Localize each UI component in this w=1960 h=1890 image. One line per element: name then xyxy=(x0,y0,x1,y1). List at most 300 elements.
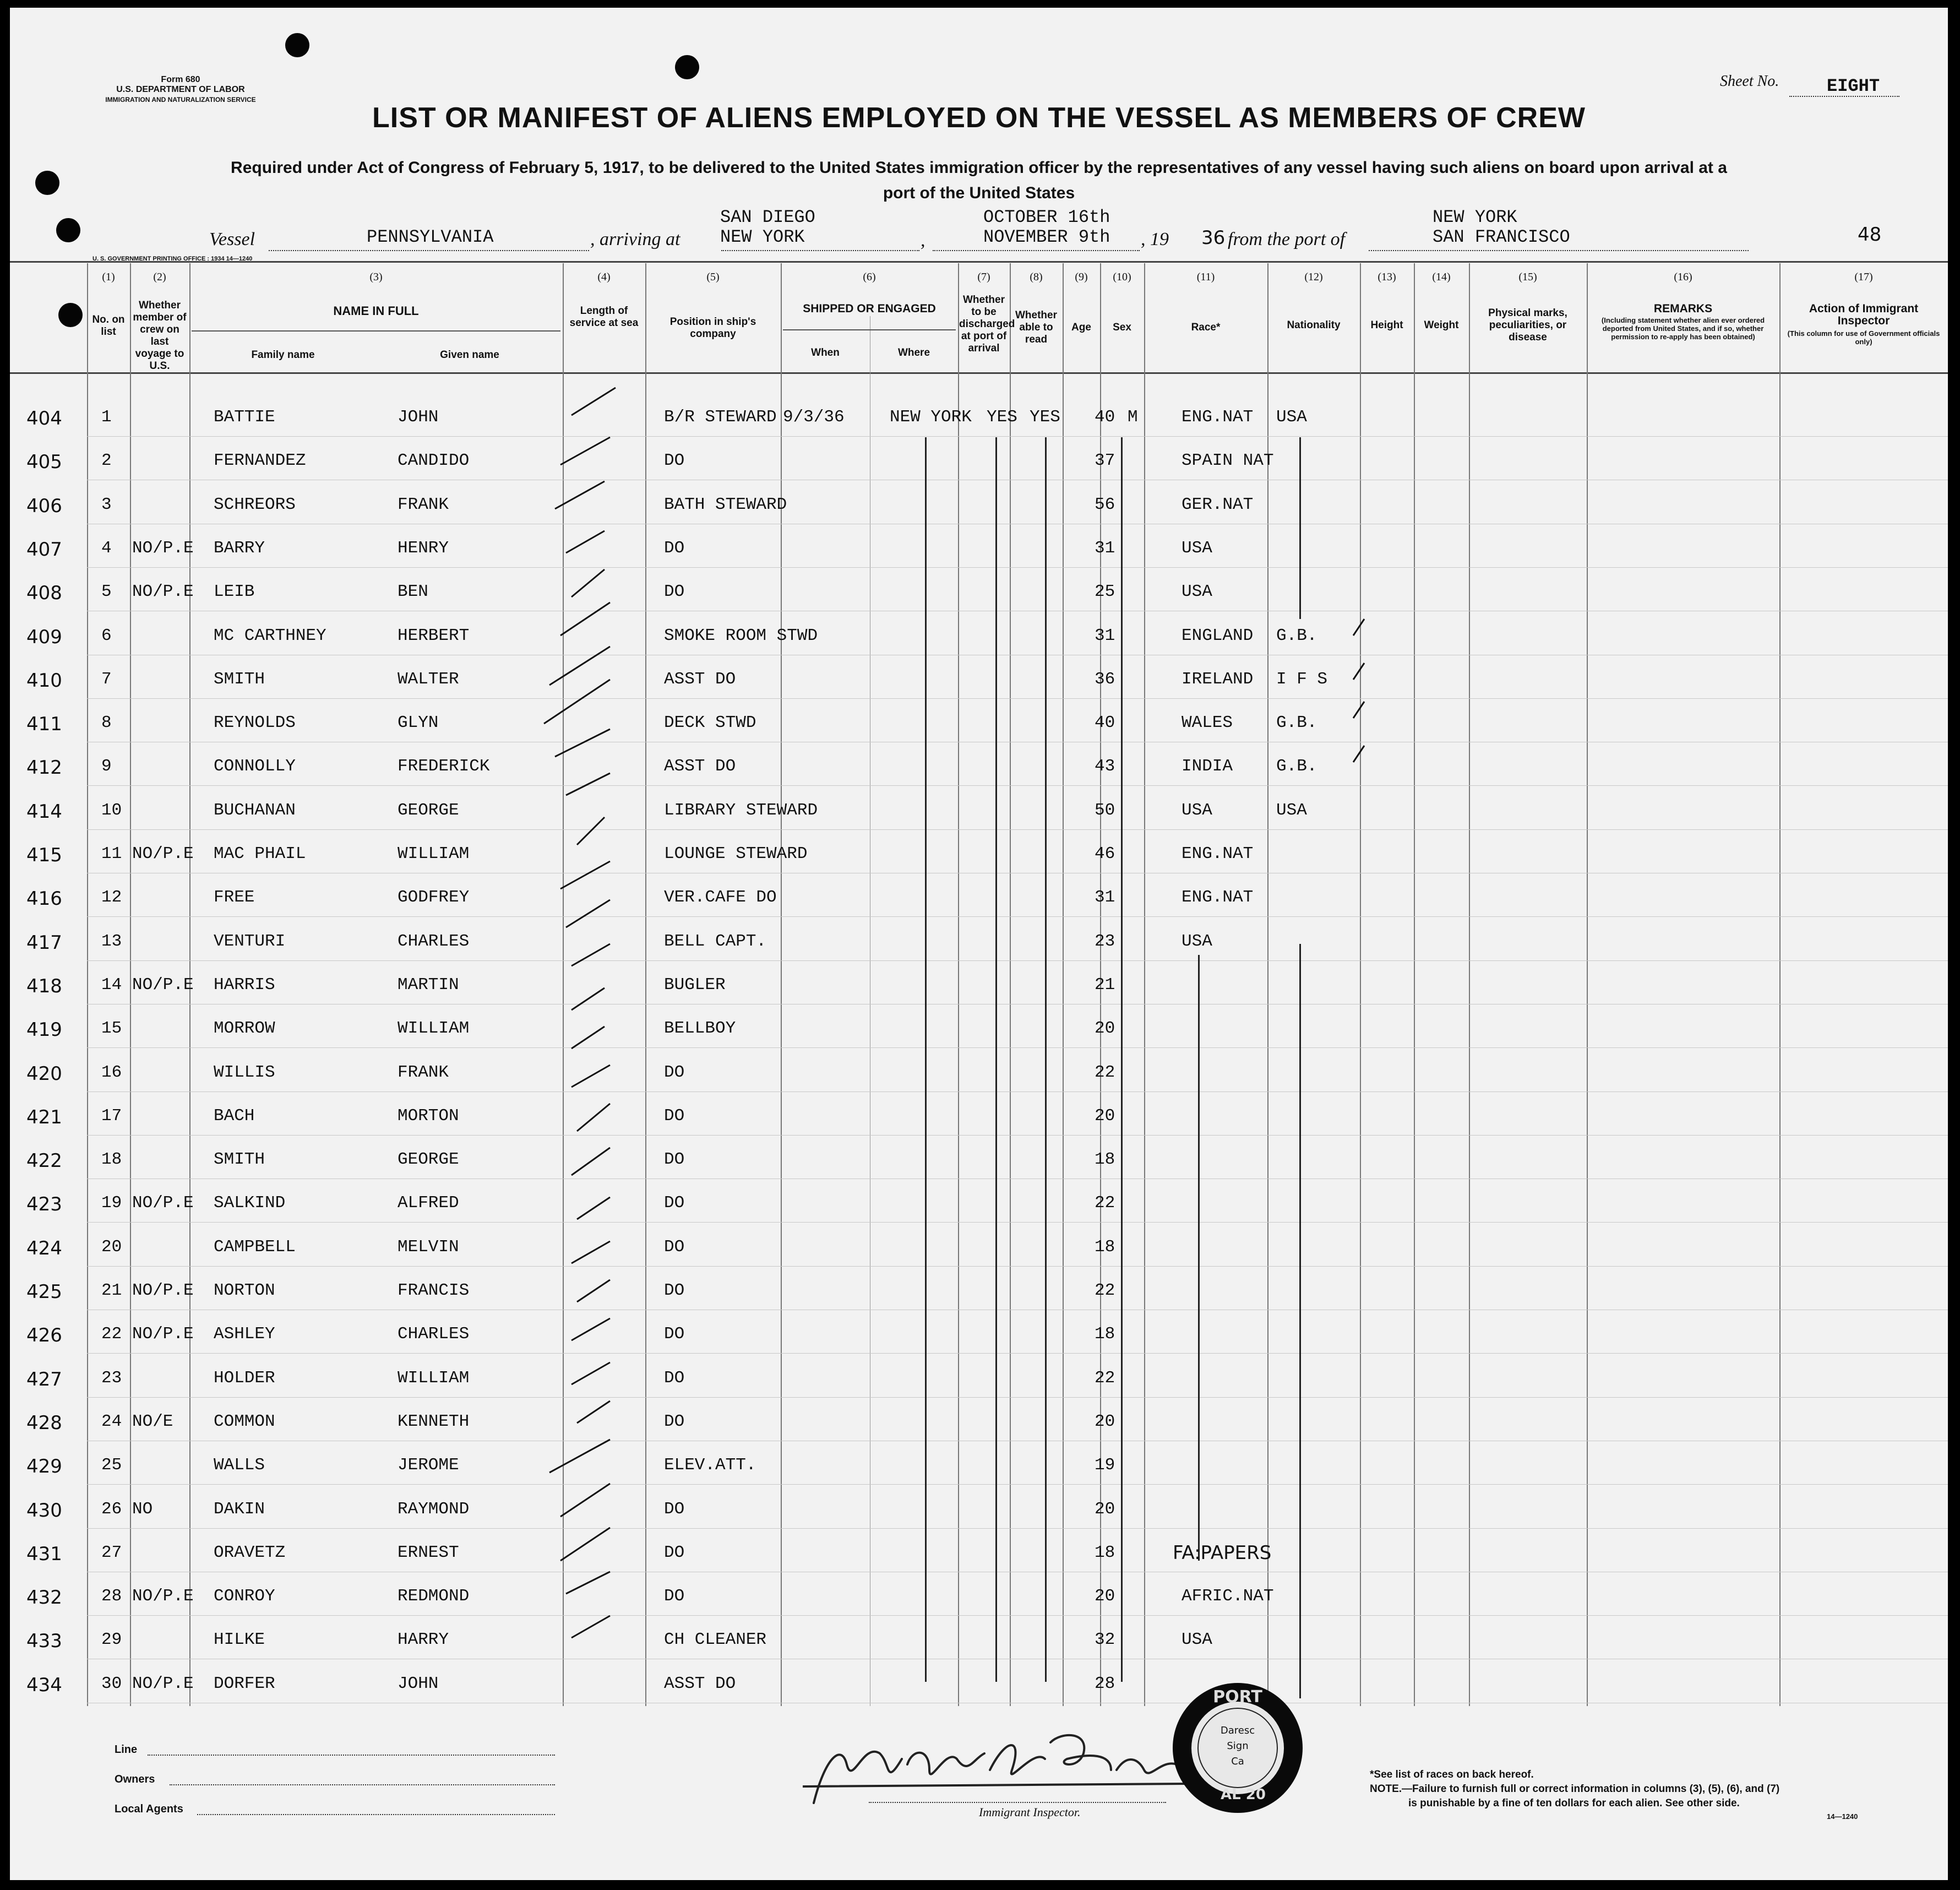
port-bottom: NEW YORK xyxy=(720,227,805,247)
row-family-name: FREE xyxy=(214,888,255,908)
row-family-name: ASHLEY xyxy=(214,1324,275,1344)
row-ref-number: 431 xyxy=(26,1543,62,1565)
year-suffix: 36 xyxy=(1201,227,1226,249)
row-race: USA xyxy=(1182,538,1212,558)
vessel-underline xyxy=(269,250,589,251)
colnum-6: (6) xyxy=(863,271,876,283)
row-age: 18 xyxy=(1095,1150,1115,1170)
punch-hole xyxy=(285,33,309,57)
header-height: Height xyxy=(1370,319,1403,331)
header-discharged: Whether to be discharged at port of arrival xyxy=(959,294,1015,354)
colnum-13: (13) xyxy=(1378,271,1396,283)
ditto-line xyxy=(1198,955,1200,1561)
row-race: WALES xyxy=(1182,713,1233,733)
row-age: 20 xyxy=(1095,1411,1115,1431)
row-given-name: CHARLES xyxy=(398,1324,470,1344)
row-ref-number: 406 xyxy=(26,495,62,517)
row-position: BELL CAPT. xyxy=(664,931,767,951)
row-list-number: 2 xyxy=(101,451,112,471)
row-rule xyxy=(87,785,1948,786)
row-last-voyage: NO/E xyxy=(132,1411,173,1431)
row-rule xyxy=(87,1615,1948,1616)
row-position: ASST DO xyxy=(664,1674,736,1693)
row-position: DO xyxy=(664,1237,685,1257)
row-family-name: CAMPBELL xyxy=(214,1237,296,1257)
row-rule xyxy=(87,1484,1948,1485)
stamp-bottom-text: AL 20 xyxy=(1221,1786,1266,1803)
punch-hole xyxy=(35,171,59,195)
row-family-name: BATTIE xyxy=(214,408,275,427)
row-list-number: 27 xyxy=(101,1543,122,1562)
row-position: LOUNGE STEWARD xyxy=(664,844,808,863)
row-list-number: 4 xyxy=(101,538,112,558)
row-nationality: USA xyxy=(1276,800,1307,820)
row-ref-number: 411 xyxy=(26,713,62,736)
row-race: ENGLAND xyxy=(1182,626,1254,645)
row-given-name: ERNEST xyxy=(398,1543,459,1562)
row-last-voyage: NO/P.E xyxy=(132,844,194,863)
sheet-label: Sheet No. xyxy=(1720,73,1779,90)
row-list-number: 24 xyxy=(101,1411,122,1431)
ditto-line xyxy=(1045,437,1047,1682)
row-age: 22 xyxy=(1095,1193,1115,1213)
row-age: 21 xyxy=(1095,975,1115,995)
header-given-name: Given name xyxy=(440,349,499,361)
row-given-name: FRANK xyxy=(398,495,449,514)
colnum-17: (17) xyxy=(1854,271,1873,283)
row-ref-number: 427 xyxy=(26,1368,62,1391)
header-position: Position in ship's company xyxy=(669,316,756,340)
row-list-number: 20 xyxy=(101,1237,122,1257)
form-number: Form 680 xyxy=(161,75,200,84)
row-ref-number: 417 xyxy=(26,931,62,954)
row-race: GER.NAT xyxy=(1182,495,1254,514)
row-given-name: CHARLES xyxy=(398,931,470,951)
row-age: 40 xyxy=(1095,713,1115,733)
row-list-number: 14 xyxy=(101,975,122,995)
row-rule xyxy=(87,916,1948,917)
row-last-voyage: NO/P.E xyxy=(132,1587,194,1606)
row-rule xyxy=(87,436,1948,437)
row-list-number: 11 xyxy=(101,844,122,863)
colnum-3: (3) xyxy=(369,271,383,283)
header-weight: Weight xyxy=(1424,319,1459,331)
row-age: 32 xyxy=(1095,1630,1115,1650)
row-family-name: SMITH xyxy=(214,669,265,689)
row-ref-number: 421 xyxy=(26,1106,62,1128)
manifest-sheet xyxy=(10,8,1948,1880)
colnum-2: (2) xyxy=(153,271,166,283)
row-given-name: CANDIDO xyxy=(398,451,470,471)
row-list-number: 23 xyxy=(101,1368,122,1388)
row-list-number: 16 xyxy=(101,1062,122,1082)
row-family-name: HOLDER xyxy=(214,1368,275,1388)
row-family-name: MC CARTHNEY xyxy=(214,626,326,645)
row-family-name: CONROY xyxy=(214,1587,275,1606)
row-position: DO xyxy=(664,1193,685,1213)
row-given-name: GEORGE xyxy=(398,800,459,820)
row-race: ENG.NAT xyxy=(1182,408,1254,427)
from-underline xyxy=(1369,250,1749,251)
row-rule xyxy=(87,1091,1948,1092)
header-when: When xyxy=(811,347,840,359)
row-able-to-read: YES xyxy=(1030,408,1060,427)
colnum-5: (5) xyxy=(706,271,720,283)
fa-annotation: FA:PAPERS xyxy=(1173,1542,1272,1564)
arriving-label: , arriving at xyxy=(590,229,680,249)
header-inspector-action: Action of Immigrant Inspector xyxy=(1809,302,1919,327)
row-given-name: HENRY xyxy=(398,538,449,558)
row-age: 18 xyxy=(1095,1324,1115,1344)
row-ref-number: 416 xyxy=(26,888,62,910)
row-nationality: G.B. xyxy=(1276,713,1317,733)
row-ref-number: 422 xyxy=(26,1150,62,1172)
row-age: 31 xyxy=(1095,538,1115,558)
row-ref-number: 426 xyxy=(26,1324,62,1347)
vessel-label: Vessel xyxy=(209,229,255,249)
row-family-name: SALKIND xyxy=(214,1193,286,1213)
header-last-voyage: Whether member of crew on last voyage to U.S. xyxy=(133,300,187,372)
row-list-number: 18 xyxy=(101,1150,122,1170)
shipped-rule xyxy=(783,329,956,330)
inspector-rule xyxy=(869,1802,1166,1803)
row-race: INDIA xyxy=(1182,757,1233,776)
row-list-number: 13 xyxy=(101,931,122,951)
date-top: OCTOBER 16th xyxy=(983,207,1110,227)
ditto-line xyxy=(1299,437,1301,619)
races-note: *See list of races on back hereof. xyxy=(1370,1769,1534,1780)
colnum-12: (12) xyxy=(1304,271,1323,283)
row-given-name: GEORGE xyxy=(398,1150,459,1170)
row-last-voyage: NO/P.E xyxy=(132,1281,194,1300)
date-underline xyxy=(933,250,1140,251)
row-family-name: SMITH xyxy=(214,1150,265,1170)
row-given-name: HARRY xyxy=(398,1630,449,1650)
colnum-15: (15) xyxy=(1518,271,1537,283)
row-position: DECK STWD xyxy=(664,713,756,733)
row-age: 46 xyxy=(1095,844,1115,863)
stamp-center-3: Ca xyxy=(1231,1756,1244,1767)
row-sex: M xyxy=(1128,408,1138,427)
row-list-number: 29 xyxy=(101,1630,122,1650)
colnum-1: (1) xyxy=(102,271,115,283)
row-list-number: 8 xyxy=(101,713,112,733)
row-family-name: NORTON xyxy=(214,1281,275,1300)
header-physical-marks: Physical marks, peculiarities, or disease xyxy=(1488,307,1567,343)
page-title: LIST OR MANIFEST OF ALIENS EMPLOYED ON THE VESSEL AS MEMBERS OF CREW xyxy=(372,102,1586,134)
row-family-name: HARRIS xyxy=(214,975,275,995)
row-ref-number: 405 xyxy=(26,451,62,474)
from-bottom: SAN FRANCISCO xyxy=(1433,227,1570,247)
row-age: 20 xyxy=(1095,1106,1115,1126)
row-position: BATH STEWARD xyxy=(664,495,787,514)
row-ref-number: 433 xyxy=(26,1630,62,1653)
row-given-name: ALFRED xyxy=(398,1193,459,1213)
row-list-number: 9 xyxy=(101,757,112,776)
row-family-name: BACH xyxy=(214,1106,255,1126)
row-ref-number: 419 xyxy=(26,1019,62,1041)
owners-underline xyxy=(170,1784,555,1785)
row-age: 40 xyxy=(1095,408,1115,427)
stamp-center-2: Sign xyxy=(1227,1740,1249,1752)
row-family-name: BARRY xyxy=(214,538,265,558)
comma: , xyxy=(921,230,925,251)
row-given-name: MORTON xyxy=(398,1106,459,1126)
row-race: USA xyxy=(1182,931,1212,951)
row-ref-number: 414 xyxy=(26,800,62,823)
punch-hole xyxy=(675,55,699,79)
punch-hole xyxy=(56,218,80,242)
ditto-line xyxy=(1121,437,1123,1682)
row-age: 43 xyxy=(1095,757,1115,776)
row-family-name: COMMON xyxy=(214,1411,275,1431)
vessel-name: PENNSYLVANIA xyxy=(367,227,494,247)
row-last-voyage: NO/P.E xyxy=(132,582,194,602)
row-given-name: WILLIAM xyxy=(398,844,470,863)
row-age: 28 xyxy=(1095,1674,1115,1693)
service-ticks xyxy=(538,371,638,1693)
row-race: SPAIN NAT xyxy=(1182,451,1274,471)
sheet-number: EIGHT xyxy=(1827,76,1880,96)
header-read: Whether able to read xyxy=(1015,309,1057,345)
row-age: 19 xyxy=(1095,1455,1115,1475)
row-ref-number: 409 xyxy=(26,626,62,648)
row-position: B/R STEWARD xyxy=(664,408,777,427)
row-age: 23 xyxy=(1095,931,1115,951)
row-age: 37 xyxy=(1095,451,1115,471)
row-position: DO xyxy=(664,1587,685,1606)
row-nationality: USA xyxy=(1276,408,1307,427)
row-position: DO xyxy=(664,1062,685,1082)
row-family-name: WALLS xyxy=(214,1455,265,1475)
row-position: DO xyxy=(664,451,685,471)
row-family-name: LEIB xyxy=(214,582,255,602)
stamp-center-1: Daresc xyxy=(1220,1725,1255,1736)
subtitle-line1: Required under Act of Congress of February 5, 1917, to be delivered to the United States immigration officer by the representatives of any vessel having such aliens on board upon arrival at a xyxy=(231,159,1727,177)
row-last-voyage: NO/P.E xyxy=(132,538,194,558)
row-position: DO xyxy=(664,538,685,558)
row-family-name: HILKE xyxy=(214,1630,265,1650)
penalty-note-1: NOTE.—Failure to furnish full or correct information in columns (3), (5), (6), and (7) xyxy=(1370,1783,1780,1795)
row-ref-number: 432 xyxy=(26,1587,62,1609)
row-rule xyxy=(87,1528,1948,1529)
row-position: DO xyxy=(664,1411,685,1431)
department: U.S. DEPARTMENT OF LABOR xyxy=(116,85,245,94)
row-age: 22 xyxy=(1095,1281,1115,1300)
punch-hole xyxy=(58,303,83,327)
row-given-name: GLYN xyxy=(398,713,439,733)
row-given-name: FRANCIS xyxy=(398,1281,470,1300)
row-list-number: 22 xyxy=(101,1324,122,1344)
row-position: CH CLEANER xyxy=(664,1630,767,1650)
subtitle-line2: port of the United States xyxy=(883,184,1075,202)
row-nationality: I F S xyxy=(1276,669,1328,689)
row-age: 31 xyxy=(1095,626,1115,645)
row-list-number: 26 xyxy=(101,1499,122,1519)
row-ref-number: 430 xyxy=(26,1499,62,1522)
row-list-number: 28 xyxy=(101,1587,122,1606)
row-given-name: BEN xyxy=(398,582,428,602)
row-last-voyage: NO xyxy=(132,1499,153,1519)
colnum-10: (10) xyxy=(1113,271,1131,283)
header-sex: Sex xyxy=(1113,322,1131,333)
row-list-number: 17 xyxy=(101,1106,122,1126)
header-race: Race* xyxy=(1191,322,1221,333)
row-ref-number: 410 xyxy=(26,669,62,692)
owners-label: Owners xyxy=(115,1773,155,1785)
row-list-number: 25 xyxy=(101,1455,122,1475)
page-number: 48 xyxy=(1858,224,1882,246)
row-age: 18 xyxy=(1095,1237,1115,1257)
row-given-name: WILLIAM xyxy=(398,1019,470,1039)
header-remarks: REMARKS xyxy=(1653,302,1713,315)
row-discharged: YES xyxy=(987,408,1017,427)
row-age: 36 xyxy=(1095,669,1115,689)
row-position: DO xyxy=(664,1368,685,1388)
row-age: 18 xyxy=(1095,1543,1115,1562)
header-shipped: SHIPPED OR ENGAGED xyxy=(803,302,936,315)
row-ref-number: 412 xyxy=(26,757,62,779)
row-list-number: 21 xyxy=(101,1281,122,1300)
header-bottom-rule xyxy=(10,372,1948,374)
row-family-name: DORFER xyxy=(214,1674,275,1693)
header-list-no: No. on list xyxy=(92,314,125,338)
row-family-name: FERNANDEZ xyxy=(214,451,306,471)
row-age: 22 xyxy=(1095,1368,1115,1388)
row-list-number: 1 xyxy=(101,408,112,427)
name-rule xyxy=(192,330,560,332)
row-age: 20 xyxy=(1095,1587,1115,1606)
row-position: DO xyxy=(664,1281,685,1300)
colnum-7: (7) xyxy=(977,271,990,283)
penalty-note-2: is punishable by a fine of ten dollars for each alien. See other side. xyxy=(1408,1797,1740,1809)
row-ref-number: 428 xyxy=(26,1411,62,1434)
row-family-name: WILLIS xyxy=(214,1062,275,1082)
from-port-label: from the port of xyxy=(1228,229,1346,249)
header-name: NAME IN FULL xyxy=(333,304,419,318)
row-given-name: JOHN xyxy=(398,408,439,427)
row-ref-number: 415 xyxy=(26,844,62,866)
row-ref-number: 420 xyxy=(26,1062,62,1085)
row-age: 20 xyxy=(1095,1019,1115,1039)
row-given-name: JEROME xyxy=(398,1455,459,1475)
service: IMMIGRATION AND NATURALIZATION SERVICE xyxy=(105,96,256,104)
inspector-label: Immigrant Inspector. xyxy=(979,1805,1081,1819)
row-rule xyxy=(87,567,1948,568)
header-age: Age xyxy=(1071,322,1091,333)
row-ref-number: 434 xyxy=(26,1674,62,1696)
inspector-signature xyxy=(803,1726,1199,1808)
header-service-length: Length of service at sea xyxy=(569,305,639,329)
row-race: AFRIC.NAT xyxy=(1182,1587,1274,1606)
row-age: 25 xyxy=(1095,582,1115,602)
row-race: IRELAND xyxy=(1182,669,1254,689)
stamp-top-text: PORT xyxy=(1213,1687,1262,1707)
row-list-number: 15 xyxy=(101,1019,122,1039)
row-given-name: REDMOND xyxy=(398,1587,470,1606)
row-rule xyxy=(87,1222,1948,1223)
row-rule xyxy=(87,1266,1948,1267)
colnum-14: (14) xyxy=(1432,271,1451,283)
date-bottom: NOVEMBER 9th xyxy=(983,227,1110,247)
row-position: DO xyxy=(664,1499,685,1519)
row-position: ELEV.ATT. xyxy=(664,1455,756,1475)
row-last-voyage: NO/P.E xyxy=(132,1193,194,1213)
row-last-voyage: NO/P.E xyxy=(132,1324,194,1344)
header-remarks-note: (Including statement whether alien ever ordered deported from United States, and if so, whether permission to re-apply has been obtained) xyxy=(1601,316,1765,341)
row-age: 50 xyxy=(1095,800,1115,820)
ditto-line xyxy=(995,437,997,1682)
row-position: DO xyxy=(664,1150,685,1170)
row-rule xyxy=(87,960,1948,961)
row-family-name: DAKIN xyxy=(214,1499,265,1519)
row-ref-number: 404 xyxy=(26,408,62,430)
row-family-name: ORAVETZ xyxy=(214,1543,286,1562)
row-position: LIBRARY STEWARD xyxy=(664,800,818,820)
row-given-name: MELVIN xyxy=(398,1237,459,1257)
row-given-name: WALTER xyxy=(398,669,459,689)
line-underline xyxy=(148,1755,555,1756)
row-shipped-where: NEW YORK xyxy=(890,408,972,427)
row-list-number: 5 xyxy=(101,582,112,602)
row-family-name: MORROW xyxy=(214,1019,275,1039)
colnum-8: (8) xyxy=(1030,271,1043,283)
from-top: NEW YORK xyxy=(1433,207,1517,227)
row-given-name: JOHN xyxy=(398,1674,439,1693)
agents-underline xyxy=(197,1814,555,1815)
row-shipped-when: 9/3/36 xyxy=(783,408,845,427)
row-list-number: 6 xyxy=(101,626,112,645)
row-family-name: REYNOLDS xyxy=(214,713,296,733)
row-rule xyxy=(87,1397,1948,1398)
row-family-name: SCHREORS xyxy=(214,495,296,514)
row-given-name: HERBERT xyxy=(398,626,470,645)
nationality-ticks xyxy=(1342,613,1375,790)
line-label: Line xyxy=(115,1744,138,1756)
row-list-number: 12 xyxy=(101,888,122,908)
row-family-name: CONNOLLY xyxy=(214,757,296,776)
row-list-number: 19 xyxy=(101,1193,122,1213)
row-race: USA xyxy=(1182,1630,1212,1650)
header-inspector-note: (This column for use of Government officials only) xyxy=(1787,329,1940,346)
ditto-line xyxy=(925,437,927,1682)
row-age: 22 xyxy=(1095,1062,1115,1082)
row-position: DO xyxy=(664,582,685,602)
row-race: USA xyxy=(1182,800,1212,820)
row-given-name: GODFREY xyxy=(398,888,470,908)
colnum-4: (4) xyxy=(597,271,611,283)
row-list-number: 3 xyxy=(101,495,112,514)
row-age: 31 xyxy=(1095,888,1115,908)
form-code: 14—1240 xyxy=(1827,1812,1858,1821)
row-position: DO xyxy=(664,1543,685,1562)
row-rule xyxy=(87,1178,1948,1179)
row-given-name: MARTIN xyxy=(398,975,459,995)
row-race: USA xyxy=(1182,582,1212,602)
row-position: ASST DO xyxy=(664,669,736,689)
row-list-number: 30 xyxy=(101,1674,122,1693)
row-given-name: RAYMOND xyxy=(398,1499,470,1519)
row-rule xyxy=(87,1135,1948,1136)
row-race: ENG.NAT xyxy=(1182,844,1254,863)
row-last-voyage: NO/P.E xyxy=(132,975,194,995)
ditto-line xyxy=(1299,944,1301,1698)
header-nationality: Nationality xyxy=(1287,319,1341,331)
row-race: ENG.NAT xyxy=(1182,888,1254,908)
agents-label: Local Agents xyxy=(115,1803,183,1815)
port-top: SAN DIEGO xyxy=(720,207,815,227)
row-age: 20 xyxy=(1095,1499,1115,1519)
